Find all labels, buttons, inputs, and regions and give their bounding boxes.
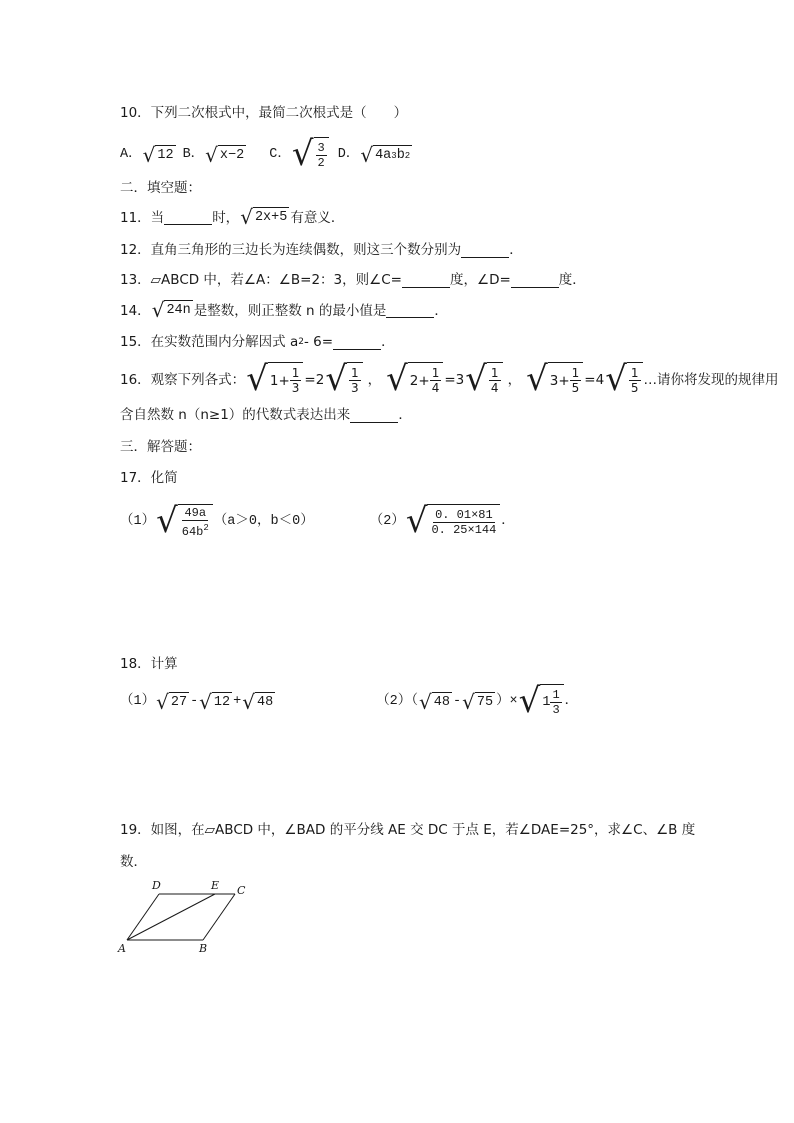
- parallelogram-figure: [115, 878, 255, 958]
- q10-option-d-label: D．: [337, 147, 360, 162]
- q17-part2-label: （2）: [369, 514, 405, 529]
- q16-pre: 16．观察下列各式：: [120, 372, 246, 388]
- q14-pre: 14．: [120, 302, 151, 319]
- q16-e1r-num: 1: [350, 366, 359, 380]
- q17-part2-sqrt: √ $\frac{0. 01\times 81}{0. 25\times 144}$: [406, 504, 500, 540]
- q16-e3-int: 3+: [549, 372, 570, 389]
- q18-s3-num: 1: [552, 688, 560, 702]
- q13-pre: 13．▱ABCD 中，若∠A：∠B=2：3，则∠C=: [120, 272, 402, 288]
- section-fill-in-heading: 二．填空题：: [120, 180, 201, 196]
- q10-option-c: √ $\frac{3}{2}$: [292, 137, 329, 173]
- q11-mid: 时，: [212, 209, 240, 226]
- q15-post: - 6=: [303, 334, 334, 350]
- label-c: C: [237, 884, 246, 897]
- q18-s3-den: 3: [552, 703, 560, 717]
- q12-answer-blank[interactable]: [461, 243, 509, 258]
- q10-option-b-label: B．: [182, 147, 205, 162]
- q10-option-a-label: A．: [120, 147, 142, 162]
- q16-expr2-rhs: √ $\frac{1}{4}$: [465, 362, 502, 398]
- q18-op4: ）×: [496, 694, 518, 709]
- q10-option-b-radicand: x−2: [218, 145, 246, 166]
- q11-pre: 11．当: [120, 209, 165, 226]
- q16-line2: [120, 405, 412, 425]
- q17-p1-exp: 2: [203, 523, 209, 533]
- q13-mid: 度，∠D=: [449, 272, 511, 288]
- q10-option-b: √ x−2: [205, 142, 245, 167]
- q13-angle-c-blank[interactable]: [402, 273, 450, 288]
- q11-post: 有意义．: [290, 209, 345, 226]
- q18-sqrt-mixed: √ 1 $\frac{1}{3}$: [519, 684, 564, 720]
- q18-r1: 27: [169, 692, 189, 713]
- q18-r2: 12: [212, 692, 232, 713]
- q10-option-d: √ 4a 3 b 2: [360, 142, 411, 167]
- q11: [120, 207, 344, 228]
- q16-e3-num: 1: [571, 366, 580, 380]
- q16-e2r-den: 4: [490, 381, 499, 395]
- q18-sqrt-48: √ 48: [242, 689, 274, 714]
- q16-expr3: √ 3+ $\frac{1}{5}$: [526, 362, 583, 398]
- q16-line1: 16．观察下列各式： √ 1+ $\frac{1}{3}$ =2 √ $\frac{1}{3}$ ， √ 2+ $\frac{1}{4}$ =3 √ $\frac{1}{4}$ ， √ 3+ $\frac{1}{5}$ =4 √ $\frac{1}{5}$ …请你将发现的规律用: [120, 359, 779, 399]
- q13-end: 度．: [558, 272, 586, 288]
- q17-p1-num: 49a: [184, 506, 207, 520]
- q16-expr3-rhs: √ $\frac{1}{5}$: [605, 362, 642, 398]
- q14-sqrt: √ 24n: [151, 298, 191, 322]
- q14-answer-blank[interactable]: [386, 303, 434, 318]
- q16-e3-den: 5: [571, 381, 580, 395]
- q16-post: …请你将发现的规律用: [643, 372, 779, 388]
- q18-r3: 48: [255, 692, 275, 713]
- q19-line2: 数．: [120, 854, 147, 870]
- q16-expr2: √ 2+ $\frac{1}{4}$: [386, 362, 443, 398]
- label-b: B: [199, 942, 208, 955]
- q13: [120, 270, 586, 290]
- label-a: A: [118, 942, 126, 955]
- q18-sqrt-27: √ 27: [156, 689, 188, 714]
- q17-part1-label: （1）: [120, 514, 156, 529]
- q17-part1-condition: （a＞0，b＜0）: [213, 514, 314, 529]
- q18-end: ．: [564, 694, 579, 709]
- q10-option-a-radicand: 12: [155, 145, 175, 166]
- q16-e2-coef: =3: [444, 372, 465, 388]
- q10-stem: 10．下列二次根式中，最简二次根式是（ ）: [120, 105, 408, 121]
- q16-e3r-den: 5: [630, 381, 639, 395]
- q17-title: 17．化简: [120, 470, 178, 486]
- q10-option-a: √ 12: [142, 142, 174, 167]
- q19-line1: 19．如图，在▱ABCD 中，∠BAD 的平分线 AE 交 DC 于点 E，若∠DAE=25°，求∠C、∠B 度: [120, 822, 696, 838]
- q15-end: ．: [381, 334, 395, 350]
- q16-e2-den: 4: [431, 381, 440, 395]
- q17-p2-den: 0. 25×144: [431, 523, 497, 537]
- q18-s2: 75: [475, 692, 495, 713]
- q14-post: 是整数，则正整数 n 的最小值是: [193, 302, 387, 319]
- section-solve-heading: 三．解答题：: [120, 439, 201, 455]
- q12-end: ．: [509, 242, 523, 258]
- q16-e2-int: 2+: [409, 372, 430, 389]
- q18-sqrt-12: √ 12: [199, 689, 231, 714]
- segment-ae: [127, 894, 215, 940]
- q17-part2-end: ．: [501, 514, 515, 529]
- q18-part2-label: （2）（: [376, 694, 419, 709]
- q11-radicand: 2x+5: [253, 207, 289, 228]
- q16-e2-num: 1: [431, 366, 440, 380]
- q16-e1-int: 1+: [269, 372, 290, 389]
- q16-expr1-rhs: √ $\frac{1}{3}$: [325, 362, 362, 398]
- q10-c-den: 2: [317, 156, 325, 170]
- q17-part1-sqrt: √ $\frac{49a}{64b^2}$: [156, 504, 213, 540]
- q10-d-part1: 4a: [375, 147, 392, 163]
- q16-end: ．: [398, 407, 412, 423]
- q10-d-exp1: 3: [391, 150, 397, 161]
- label-e: E: [211, 879, 220, 892]
- label-d: D: [152, 879, 161, 892]
- q18-sqrt-48b: √ 48: [419, 689, 450, 714]
- q16-e2r-num: 1: [490, 366, 499, 380]
- q17-p2-num: 0. 01×81: [435, 508, 493, 522]
- q13-angle-d-blank[interactable]: [511, 273, 559, 288]
- q16-e1r-den: 3: [350, 381, 359, 395]
- q16-e1-coef: =2: [304, 372, 325, 388]
- q14: [120, 300, 448, 321]
- q11-answer-blank[interactable]: [164, 210, 212, 225]
- q15-exp: 2: [298, 337, 304, 347]
- q16-e1-den: 3: [291, 381, 300, 395]
- q18-s1: 48: [432, 692, 452, 713]
- q14-end: ．: [434, 302, 448, 319]
- q18-sqrt-75: √ 75: [462, 689, 494, 714]
- q18-op3: -: [453, 694, 462, 709]
- q12: [120, 240, 523, 260]
- q16-e1-num: 1: [291, 366, 300, 380]
- q18-title: 18．计算: [120, 656, 178, 672]
- q14-radicand: 24n: [164, 300, 192, 321]
- segment-da: [127, 894, 159, 940]
- q10-c-num: 3: [317, 141, 325, 155]
- q16-answer-blank[interactable]: [350, 408, 398, 423]
- q15-answer-blank[interactable]: [333, 335, 381, 350]
- q17-parts: [120, 500, 515, 544]
- q16-expr1: √ 1+ $\frac{1}{3}$: [246, 362, 303, 398]
- q12-text: 12．直角三角形的三边长为连续偶数，则这三个数分别为: [120, 242, 462, 258]
- q10-d-exp2: 2: [404, 150, 411, 161]
- q10-option-c-label: C．: [269, 147, 291, 162]
- q16-e3-coef: =4: [584, 372, 605, 388]
- q15-pre: 15．在实数范围内分解因式 a: [120, 334, 299, 350]
- q10-options: [120, 135, 413, 175]
- q16-line2-text: 含自然数 n（n≥1）的代数式表达出来: [120, 407, 351, 423]
- q18-s3-int: 1: [542, 694, 551, 710]
- q15: [120, 332, 395, 352]
- q18-part1-label: （1）: [120, 694, 156, 709]
- q17-p1-den: 64b: [181, 525, 204, 539]
- q10-d-part2: b: [396, 147, 405, 163]
- q18-op2: +: [233, 694, 242, 709]
- q18-op1: -: [190, 694, 199, 709]
- q18-parts: [120, 682, 578, 722]
- q16-e3r-num: 1: [630, 366, 639, 380]
- q11-sqrt: √ 2x+5: [240, 205, 288, 229]
- segment-bc: [203, 894, 235, 940]
